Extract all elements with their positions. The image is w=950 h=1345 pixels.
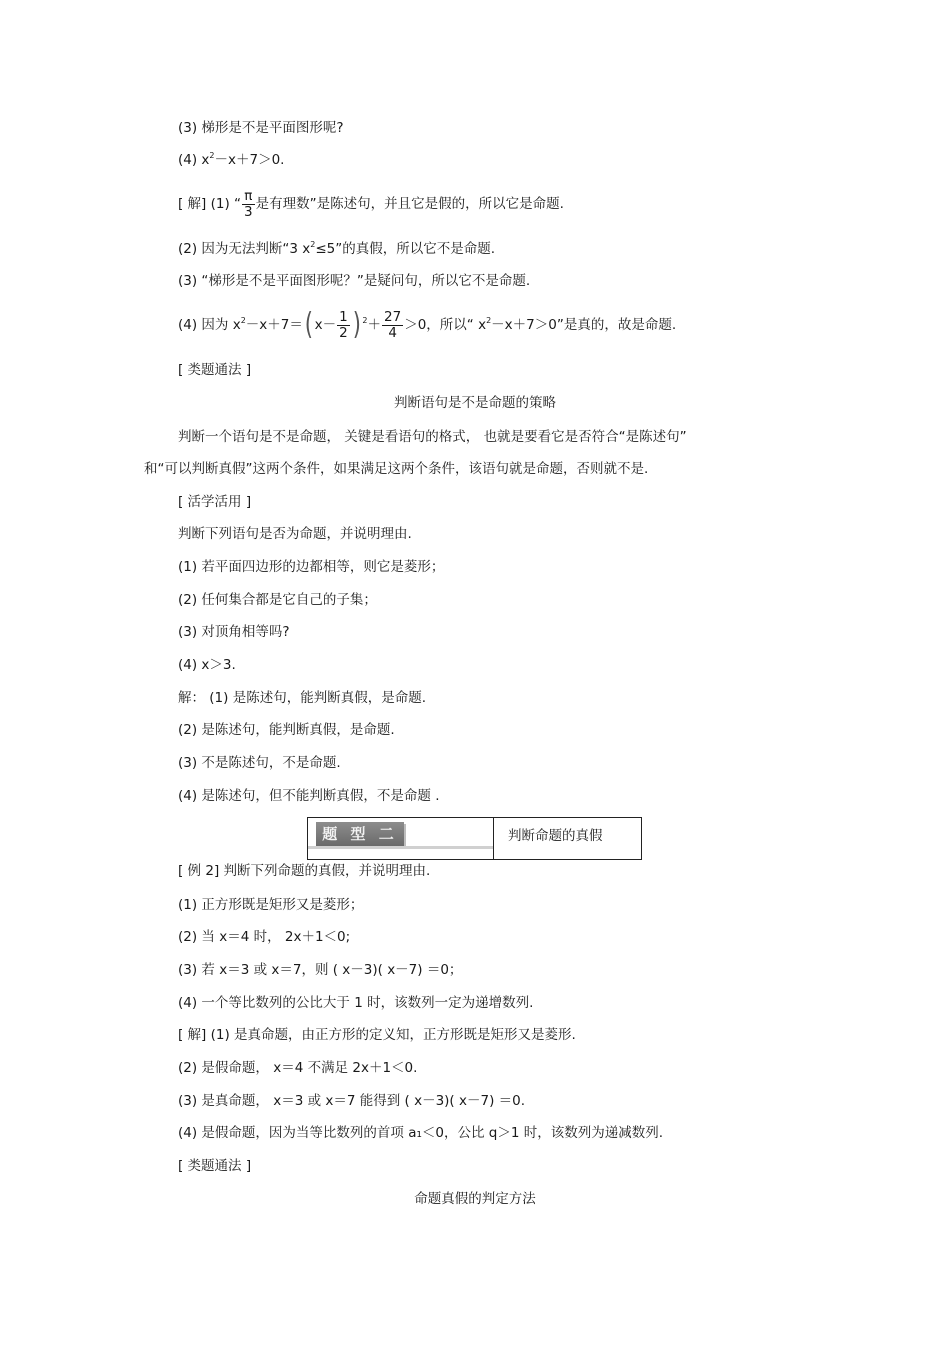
text: 是有理数”是陈述句，并且它是假的，所以它是命题. (255, 196, 564, 212)
numerator: 1 (339, 308, 348, 325)
denominator: 3 (244, 203, 253, 220)
banner-label: 题 型 二 (316, 822, 404, 846)
answer-1: 解： (1) 是陈述句，能判断真假，是命题. (178, 690, 426, 706)
text: ＞0，所以“ x (404, 317, 487, 333)
banner-title: 判断命题的真假 (508, 828, 603, 844)
text: (2) 因为无法判断“3 x (178, 241, 311, 257)
answer-2: (2) 是陈述句，能判断真假，是命题. (178, 722, 395, 738)
text: ≤5”的真假，所以它不是命题. (315, 241, 496, 257)
text: (4) 因为 x (178, 317, 241, 333)
huoxue-heading: [ 活学活用 ] (178, 494, 252, 510)
superscript: 2 (209, 151, 215, 160)
text: [ 解] (1) “ (178, 196, 242, 212)
solution-3: (3) “梯形是不是平面图形呢？”是疑问句，所以它不是命题. (178, 273, 531, 289)
text: －x＋7＞0”是真的，故是命题. (491, 317, 677, 333)
superscript: 2 (310, 240, 316, 249)
example-solution-3: (3) 是真命题， x＝3 或 x＝7 能得到 ( x－3)( x－7) ＝0. (178, 1093, 526, 1109)
example-2-prompt: [ 例 2] 判断下列命题的真假，并说明理由. (178, 863, 431, 879)
answer-4: (4) 是陈述句，但不能判断真假，不是命题 . (178, 788, 440, 804)
example-solution-4: (4) 是假命题，因为当等比数列的首项 a₁＜0，公比 q＞1 时，该数列为递减数列. (178, 1125, 664, 1141)
denominator: 2 (339, 324, 348, 341)
example-solution-1: [ 解] (1) 是真命题，由正方形的定义知，正方形既是矩形又是菱形. (178, 1027, 576, 1043)
banner-left-cell (308, 818, 494, 859)
text: x－ (314, 317, 337, 333)
fraction (382, 310, 403, 341)
example-solution-2: (2) 是假命题， x＝4 不满足 2x＋1＜0. (178, 1060, 418, 1076)
example-item-1: (1) 正方形既是矩形又是菱形； (178, 897, 364, 913)
exercise-3: (3) 对顶角相等吗? (178, 624, 290, 640)
numerator: 27 (384, 308, 402, 325)
superscript: 2 (362, 316, 368, 325)
exercise-prompt: 判断下列语句是否为命题，并说明理由. (178, 526, 412, 542)
solution-2 (178, 240, 495, 258)
answer-3: (3) 不是陈述句，不是命题. (178, 755, 341, 771)
question-3: (3) 梯形是不是平面图形呢? (178, 120, 344, 136)
leitong-heading-2: [ 类题通法 ] (178, 1158, 252, 1174)
numerator: π (242, 189, 255, 205)
strategy-paragraph-line2: 和“可以判断真假”这两个条件，如果满足这两个条件，该语句就是命题，否则就不是. (144, 461, 649, 477)
denominator: 4 (388, 324, 397, 341)
superscript: 2 (240, 316, 246, 325)
exercise-4: (4) x＞3. (178, 657, 236, 673)
exercise-1: (1) 若平面四边形的边都相等，则它是菱形； (178, 559, 445, 575)
text: (4) x (178, 152, 210, 168)
exercise-2: (2) 任何集合都是它自己的子集； (178, 592, 377, 608)
example-item-3: (3) 若 x＝3 或 x＝7，则 ( x－3)( x－7) ＝0； (178, 962, 463, 978)
section-banner-box (307, 817, 642, 860)
strategy-title: 判断语句是不是命题的策略 (394, 395, 556, 411)
strategy-paragraph-line1: 判断一个语句是不是命题， 关键是看语句的格式， 也就是要看它是否符合“是陈述句” (178, 429, 687, 445)
solution-1 (178, 186, 564, 222)
text: －x＋7＞0. (214, 152, 285, 168)
fraction (337, 310, 350, 341)
superscript: 2 (486, 316, 492, 325)
example-item-2: (2) 当 x＝4 时， 2x＋1＜0; (178, 929, 351, 945)
right-paren: ) (352, 307, 361, 342)
fraction (242, 189, 255, 220)
text: ＋ (367, 317, 382, 333)
method-title: 命题真假的判定方法 (414, 1191, 536, 1207)
leitong-heading: [ 类题通法 ] (178, 362, 252, 378)
example-item-4: (4) 一个等比数列的公比大于 1 时，该数列一定为递增数列. (178, 995, 534, 1011)
banner-underline (308, 846, 493, 849)
question-4 (178, 151, 284, 169)
solution-4 (178, 307, 676, 343)
left-paren: ( (304, 307, 313, 342)
text: －x＋7＝ (245, 317, 303, 333)
